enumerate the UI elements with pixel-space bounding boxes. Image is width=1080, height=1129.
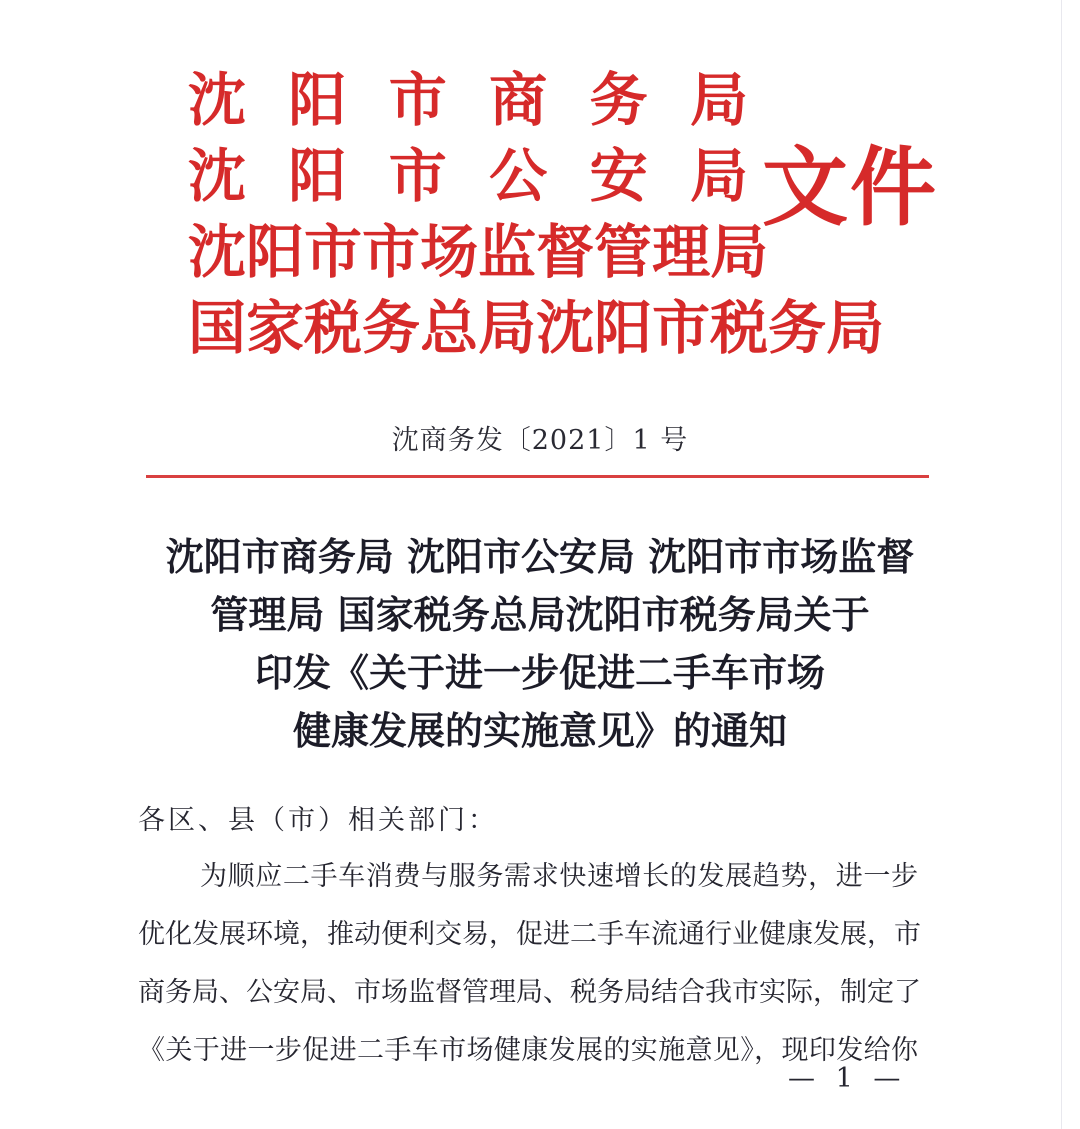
red-divider-line	[146, 475, 929, 478]
body-line: 《关于进一步促进二手车市场健康发展的实施意见》，现印发给你	[138, 1035, 918, 1066]
title-line: 印发《关于进一步促进二手车市场	[254, 650, 825, 695]
title-line: 健康发展的实施意见》的通知	[292, 708, 787, 753]
body-line: 为顺应二手车消费与服务需求快速增长的发展趋势，进一步	[200, 861, 918, 892]
notice-title	[0, 528, 1080, 760]
body-line: 商务局、公安局、市场监督管理局、税务局结合我市实际，制定了	[138, 977, 921, 1008]
page-number: — 1 —	[788, 1063, 907, 1094]
issuer-line-taxation: 国 家 税 务 总 局 沈 阳 市 税 务 局	[188, 294, 885, 362]
salutation: 各区、县（市）相关部门：	[138, 805, 498, 836]
issuer-line-market-supervision: 沈 阳 市 市 场 监 督 管 理 局	[188, 218, 769, 286]
title-line: 沈阳市商务局 沈阳市公安局 沈阳市市场监督	[165, 534, 915, 579]
body-paragraph	[138, 848, 921, 1080]
title-line: 管理局 国家税务总局沈阳市税务局关于	[210, 592, 870, 637]
body-line: 优化发展环境，推动便利交易，促进二手车流通行业健康发展，市	[138, 919, 921, 950]
scan-edge-line	[1061, 0, 1062, 1129]
document-word-wenjian: 文件	[762, 137, 938, 238]
issuer-line-public-security: 沈 阳 市 公 安 局	[188, 142, 748, 210]
issuer-line-commerce: 沈 阳 市 商 务 局	[188, 66, 748, 134]
document-number: 沈商务发〔2021〕1 号	[391, 425, 689, 456]
